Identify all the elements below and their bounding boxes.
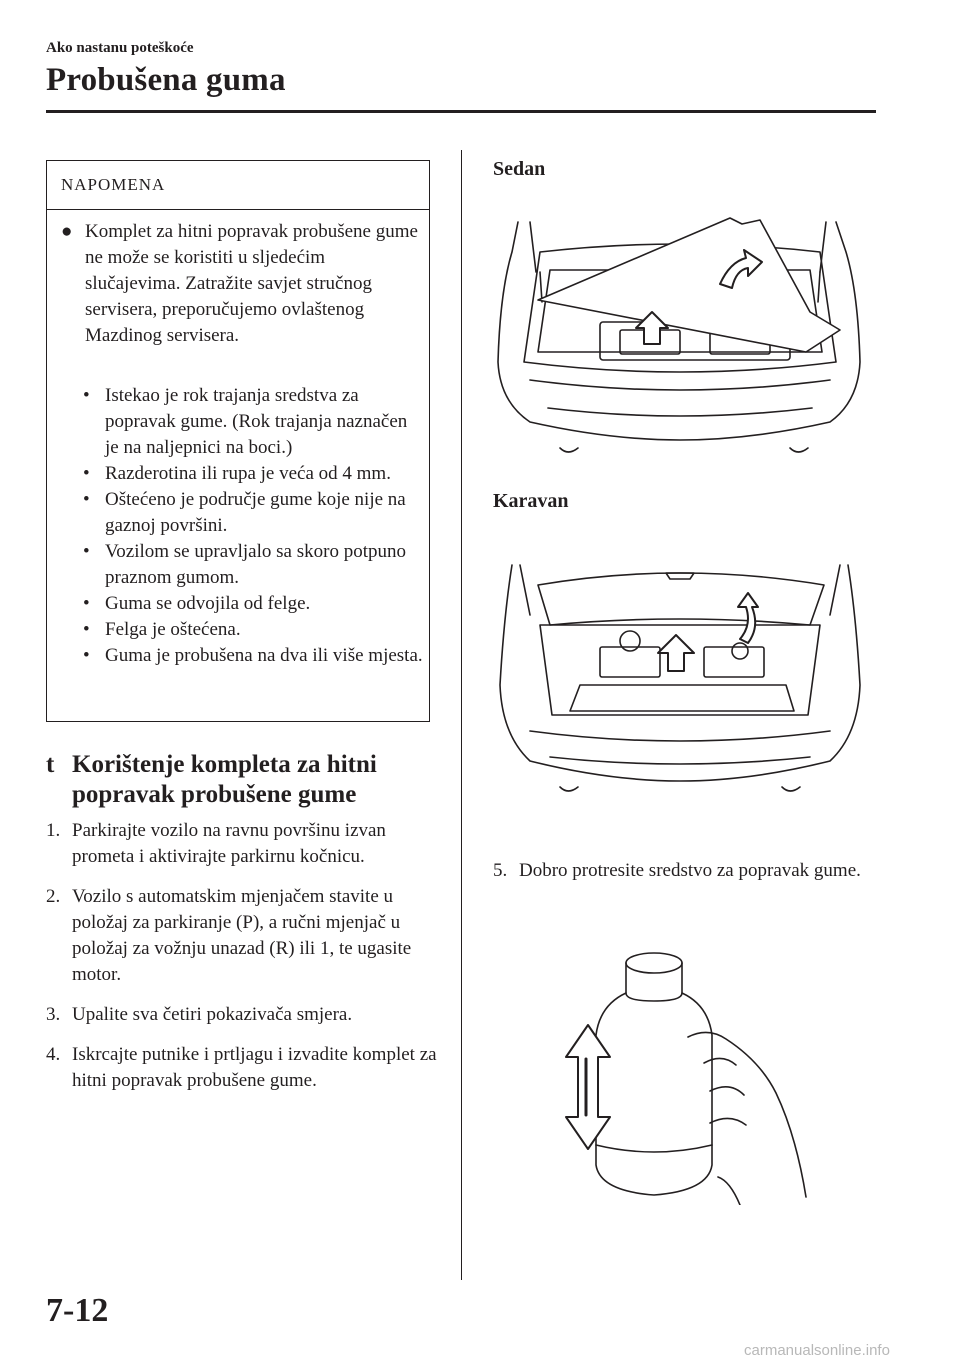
step-number: 4.: [46, 1044, 61, 1065]
list-item: [83, 383, 423, 461]
dot-icon: •: [83, 489, 90, 510]
page-number: 7-12: [46, 1292, 109, 1329]
note-sub-list: [83, 383, 423, 669]
list-item-text: Istekao je rok trajanja sredstva za popravak gume. (Rok trajanja naznačen je na naljepnici na boci.): [105, 385, 408, 458]
step-text: Parkirajte vozilo na ravnu površinu izvan prometa i aktivirajte parkirnu kočnicu.: [72, 820, 386, 867]
step-item: [46, 1002, 446, 1028]
list-item: [83, 591, 423, 617]
list-item: [83, 643, 423, 669]
note-heading: NAPOMENA: [47, 161, 429, 210]
sedan-label: Sedan: [493, 158, 546, 180]
step-text: Vozilo s automatskim mjenjačem stavite u položaj za parkiranje (P), a ručni mjenjač u položaj za vožnju unazad (R) ili 1, te ugasite motor.: [72, 886, 412, 985]
list-item: [83, 461, 423, 487]
list-item-text: Felga je oštećena.: [105, 619, 241, 640]
list-item-text: Oštećeno je područje gume koje nije na gaznoj površini.: [105, 489, 406, 536]
list-item-text: Vozilom se upravljalo sa skoro potpuno praznom gumom.: [105, 541, 406, 588]
list-item: [83, 617, 423, 643]
list-item: [83, 539, 423, 591]
step-item: [46, 884, 446, 988]
note-main: [61, 219, 421, 349]
step-text: Iskrcajte putnike i prtljagu i izvadite komplet za hitni popravak probušene gume.: [72, 1044, 437, 1091]
karavan-trunk-illustration: [490, 555, 870, 805]
section-label: Ako nastanu poteškoće: [46, 40, 194, 56]
page-title: Probušena guma: [46, 62, 286, 98]
bullet-icon: ●: [61, 221, 73, 242]
dot-icon: •: [83, 593, 90, 614]
list-item: [83, 487, 423, 539]
dot-icon: •: [83, 619, 90, 640]
list-item-text: Razderotina ili rupa je veća od 4 mm.: [105, 463, 391, 484]
note-box: [46, 160, 430, 722]
dot-icon: •: [83, 541, 90, 562]
column-divider: [461, 150, 462, 1280]
dot-icon: •: [83, 645, 90, 666]
section-marker-icon: t: [46, 751, 55, 778]
section-heading-text: Korištenje kompleta za hitni popravak probušene gume: [72, 751, 377, 808]
section-heading: [46, 750, 432, 810]
dot-icon: •: [83, 385, 90, 406]
title-rule: [46, 110, 876, 113]
step-number: 1.: [46, 820, 61, 841]
karavan-label: Karavan: [493, 490, 569, 512]
watermark: carmanualsonline.info: [744, 1342, 890, 1359]
step-item: [46, 818, 446, 870]
step-number: 3.: [46, 1004, 61, 1025]
step-text: Upalite sva četiri pokazivača smjera.: [72, 1004, 353, 1025]
step-text: Dobro protresite sredstvo za popravak gume.: [519, 860, 861, 881]
step-item: [46, 1042, 446, 1094]
step-number: 5.: [493, 860, 508, 881]
sedan-trunk-illustration: [490, 212, 870, 462]
step-number: 2.: [46, 886, 61, 907]
list-item-text: Guma se odvojila od felge.: [105, 593, 311, 614]
step-5: [493, 858, 893, 884]
note-main-text: Komplet za hitni popravak probušene gume ne može se koristiti u sljedećim slučajevima. Zatražite savjet stručnog servisera, preporučujemo ovlaštenog Mazdinog servisera.: [85, 221, 418, 346]
shake-bottle-illustration: [560, 945, 820, 1205]
steps-list: [46, 818, 446, 1108]
list-item-text: Guma je probušena na dva ili više mjesta.: [105, 645, 423, 666]
dot-icon: •: [83, 463, 90, 484]
